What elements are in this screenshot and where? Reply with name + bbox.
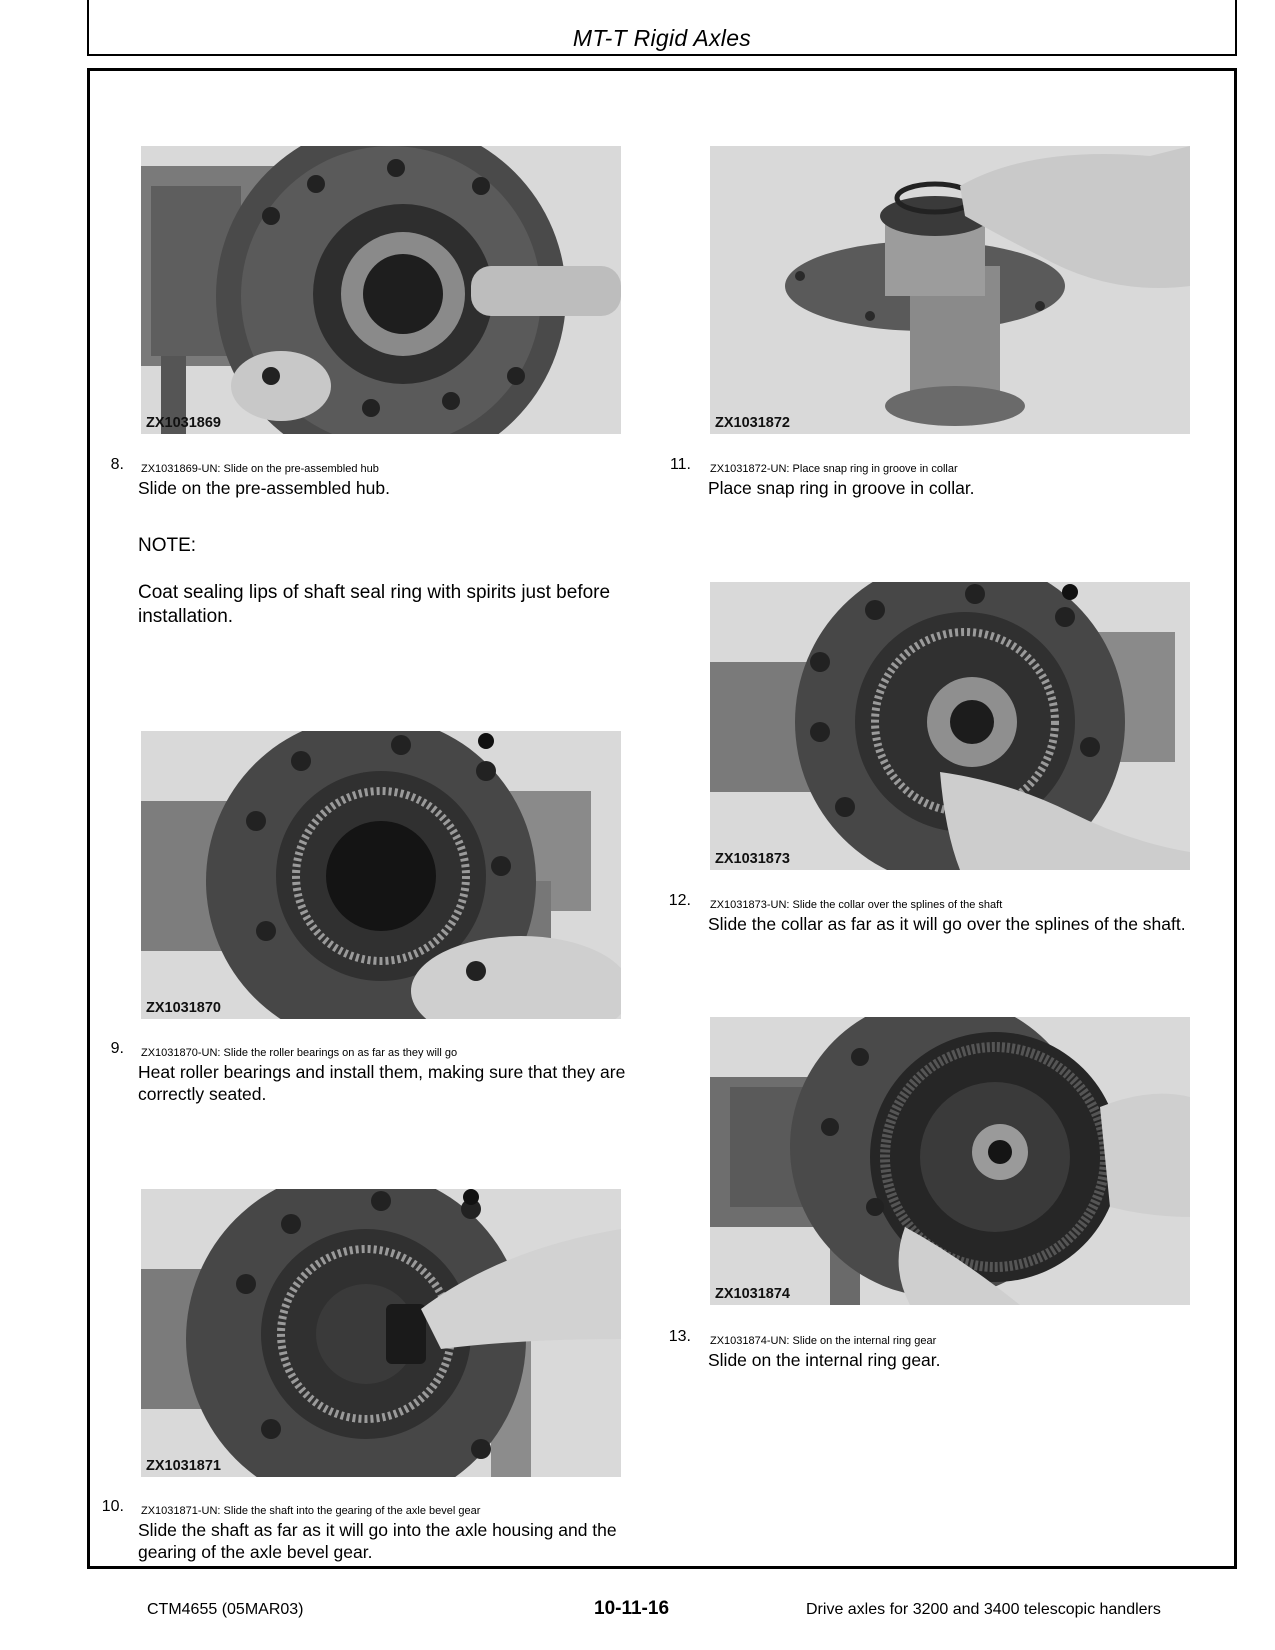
step-instruction: Heat roller bearings and install them, making sure that they are correctly seated. xyxy=(138,1062,626,1104)
photo-id-label: ZX1031873 xyxy=(715,851,790,867)
step-number: 11. xyxy=(669,456,691,473)
shaft-photo-illustration xyxy=(141,1189,621,1477)
step-12-photo xyxy=(710,582,1190,870)
step-9-photo xyxy=(141,731,621,1019)
note-label: NOTE: xyxy=(138,535,197,556)
photo-id-label: ZX1031872 xyxy=(715,415,790,431)
roller-bearing-photo-illustration xyxy=(141,731,621,1019)
snap-ring-photo-illustration xyxy=(710,146,1190,434)
ring-gear-photo-illustration xyxy=(710,1017,1190,1305)
page-header xyxy=(87,0,1237,56)
photo-caption: ZX1031870-UN: Slide the roller bearings on as far as they will go xyxy=(141,1047,458,1059)
step-instruction: Place snap ring in groove in collar. xyxy=(708,478,975,498)
footer-doc-id: CTM4655 (05MAR03) xyxy=(147,1601,304,1618)
step-instruction: Slide on the internal ring gear. xyxy=(708,1350,941,1370)
step-10-photo xyxy=(141,1189,621,1477)
photo-caption: ZX1031873-UN: Slide the collar over the splines of the shaft xyxy=(710,899,1003,911)
note-text: Coat sealing lips of shaft seal ring with spirits just before installation. xyxy=(138,582,611,627)
photo-id-label: ZX1031871 xyxy=(146,1458,221,1474)
photo-id-label: ZX1031869 xyxy=(146,415,221,431)
footer-page-number: 10-11-16 xyxy=(594,1598,670,1619)
step-13-photo xyxy=(710,1017,1190,1305)
step-8-photo xyxy=(141,146,621,434)
footer-doc-title: Drive axles for 3200 and 3400 telescopic handlers xyxy=(806,1601,1161,1618)
step-instruction: Slide the collar as far as it will go over the splines of the shaft. xyxy=(708,914,1186,934)
photo-id-label: ZX1031874 xyxy=(715,1286,790,1302)
photo-id-label: ZX1031870 xyxy=(146,1000,221,1016)
header-title: MT-T Rigid Axles xyxy=(572,25,752,51)
step-instruction: Slide on the pre-assembled hub. xyxy=(138,478,390,498)
photo-caption: ZX1031871-UN: Slide the shaft into the gearing of the axle bevel gear xyxy=(141,1505,481,1517)
photo-caption: ZX1031874-UN: Slide on the internal ring gear xyxy=(710,1335,937,1347)
photo-caption: ZX1031872-UN: Place snap ring in groove in collar xyxy=(710,463,958,475)
collar-photo-illustration xyxy=(710,582,1190,870)
step-number: 12. xyxy=(668,892,691,909)
hub-photo-illustration xyxy=(141,146,621,434)
step-instruction: Slide the shaft as far as it will go into the axle housing and the gearing of the axle bevel gear. xyxy=(138,1520,617,1562)
step-number: 9. xyxy=(110,1040,124,1057)
step-number: 13. xyxy=(668,1328,691,1345)
step-11-photo xyxy=(710,146,1190,434)
step-number: 10. xyxy=(101,1498,124,1515)
step-number: 8. xyxy=(110,456,124,473)
photo-caption: ZX1031869-UN: Slide on the pre-assembled hub xyxy=(141,463,379,475)
